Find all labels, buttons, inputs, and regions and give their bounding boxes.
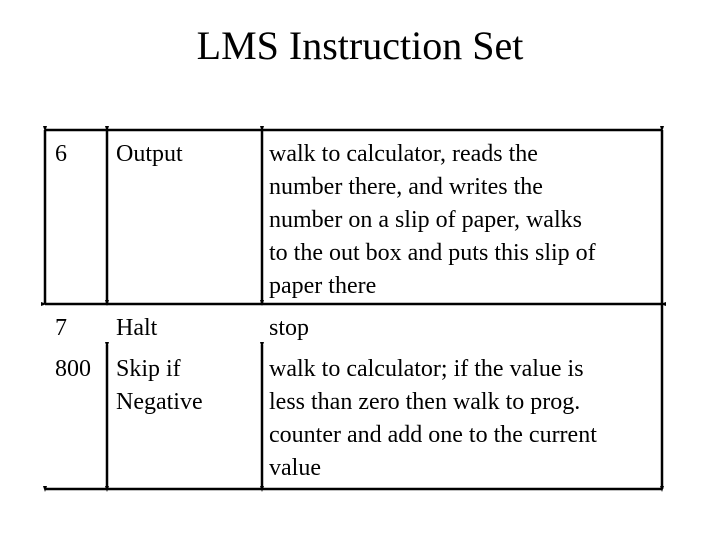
row-3-code: 800 bbox=[55, 356, 91, 382]
row-1-code: 6 bbox=[55, 141, 67, 167]
row-1-name: Output bbox=[116, 141, 183, 167]
row-3-description: walk to calculator; if the value is less than zero then walk to prog. counter and add one to the current value bbox=[269, 356, 597, 481]
row-2-code: 7 bbox=[55, 315, 67, 341]
row-1-description: walk to calculator, reads the number there, and writes the number on a slip of paper, walks to the out box and puts this slip of paper there bbox=[269, 141, 596, 299]
slide-title: LMS Instruction Set bbox=[196, 23, 524, 68]
row-2-description: stop bbox=[269, 315, 310, 341]
row-3-name: Skip if Negative bbox=[116, 356, 203, 415]
row-2-name: Halt bbox=[116, 315, 158, 341]
